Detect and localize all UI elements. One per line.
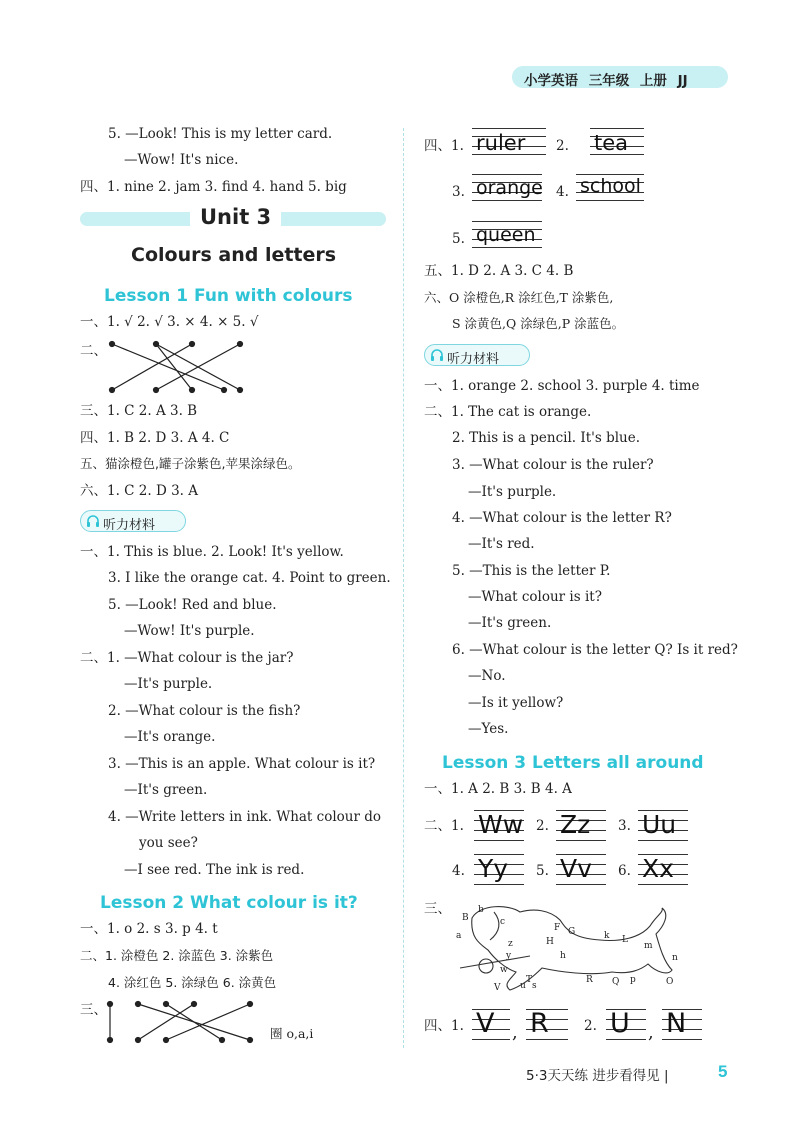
svg-text:h: h <box>560 951 566 961</box>
listening-label: 听力材料 <box>447 352 500 367</box>
svg-text:u: u <box>520 981 526 991</box>
item-number: 2. <box>584 1018 597 1034</box>
script-line: 2. This is a pencil. It's blue. <box>452 430 641 446</box>
listening-label: 听力材料 <box>103 518 156 533</box>
script-line: —Yes. <box>468 721 509 737</box>
answer-row: S 涂黄色,Q 涂绿色,P 涂蓝色。 <box>452 316 625 331</box>
handwritten-letters: Vv <box>560 854 592 883</box>
headphones-icon <box>86 515 100 527</box>
svg-text:p: p <box>630 975 636 985</box>
script-line: —It's purple. <box>468 484 557 500</box>
svg-text:c: c <box>500 917 506 927</box>
item-number: 6. <box>618 863 631 879</box>
listening-badge <box>424 344 530 366</box>
match-dot <box>110 388 115 393</box>
answer-row: 二、1. 涂橙色 2. 涂蓝色 3. 涂紫色 <box>80 948 274 963</box>
match-dot <box>108 1038 113 1043</box>
match-dot <box>154 342 159 347</box>
svg-text:V: V <box>494 983 501 993</box>
svg-text:F: F <box>554 923 561 933</box>
handwriting-box <box>472 126 546 156</box>
horse-mane <box>490 912 499 940</box>
handwriting-box <box>526 1007 568 1043</box>
item-number: 5. <box>536 863 549 879</box>
handwritten-letters: Uu <box>642 810 677 839</box>
handwritten-letters: Zz <box>560 810 591 839</box>
handwritten-letter: U <box>610 1008 630 1039</box>
item-number: 4. <box>452 863 465 879</box>
comma: , <box>648 1022 654 1043</box>
footer-slogan: 5·3天天练 进步看得见 | <box>526 1068 669 1084</box>
script-line: 二、1. The cat is orange. <box>424 404 592 420</box>
match-dot <box>108 1002 113 1007</box>
lesson-3-title: Lesson 3 Letters all around <box>442 753 704 773</box>
answer-row: 三、 <box>424 901 451 917</box>
svg-text:k: k <box>604 931 610 941</box>
script-line: 4. —What colour is the letter R? <box>452 510 672 526</box>
unit-title: Unit 3 <box>190 205 281 229</box>
handwriting-box <box>474 852 524 886</box>
answer-row: 六、1. C 2. D 3. A <box>80 483 198 499</box>
handwritten-word: orange <box>476 177 543 199</box>
match-line <box>156 344 192 390</box>
script-line: —It's green. <box>468 615 552 631</box>
comma: , <box>512 1022 518 1043</box>
handwriting-box <box>556 808 606 842</box>
handwritten-letter: V <box>476 1008 495 1039</box>
handwritten-letters: Yy <box>478 854 509 883</box>
listening-badge <box>80 510 186 532</box>
item-number: 2. <box>536 818 549 834</box>
match-line <box>112 344 192 390</box>
headphones-icon <box>430 349 444 361</box>
script-line: —It's red. <box>468 536 535 552</box>
match-dot <box>136 1002 141 1007</box>
matching-lines-diagram-2 <box>104 998 264 1046</box>
svg-text:T: T <box>526 975 533 985</box>
match-dot <box>110 342 115 347</box>
page-number: 5 <box>718 1062 728 1081</box>
item-number: 2. <box>556 138 569 154</box>
script-line: —What colour is it? <box>468 589 602 605</box>
handwritten-word: tea <box>594 131 629 155</box>
handwriting-box <box>556 852 606 886</box>
svg-text:B: B <box>462 913 469 923</box>
svg-text:L: L <box>622 935 628 945</box>
answer-row: 六、O 涂橙色,R 涂红色,T 涂紫色, <box>424 290 614 305</box>
script-line: —Wow! It's purple. <box>124 623 255 639</box>
answer-row: 四、1. <box>424 1018 464 1034</box>
answer-row: 二、 <box>80 343 107 359</box>
match-line <box>166 1004 222 1040</box>
handwritten-word: ruler <box>476 131 526 155</box>
answer-row: 二、1. <box>424 818 464 834</box>
svg-text:w: w <box>500 965 508 975</box>
handwritten-word: school <box>580 175 641 197</box>
horse-dot-to-dot-illustration <box>450 898 690 1000</box>
answer-row: 五、猫涂橙色,罐子涂紫色,苹果涂绿色。 <box>80 456 301 471</box>
ball-shape <box>479 959 493 973</box>
script-line: 2. —What colour is the fish? <box>108 703 301 719</box>
svg-text:y: y <box>506 951 512 961</box>
script-line: 5. —Look! Red and blue. <box>108 597 277 613</box>
handwriting-box <box>474 808 524 842</box>
script-line: you see? <box>139 835 198 851</box>
match-line <box>166 1004 250 1040</box>
handwritten-letter: N <box>666 1008 687 1039</box>
matching-lines-diagram <box>104 338 254 398</box>
match-dot <box>136 1038 141 1043</box>
script-line: —It's purple. <box>124 676 213 692</box>
handwriting-box <box>590 126 644 156</box>
handwritten-letters: Ww <box>478 810 524 839</box>
circle-note: 圈 o,a,i <box>270 1026 314 1041</box>
lesson-1-title: Lesson 1 Fun with colours <box>104 286 353 306</box>
svg-text:s: s <box>532 981 537 991</box>
script-line: 3. I like the orange cat. 4. Point to green. <box>108 570 391 586</box>
match-dot <box>238 388 243 393</box>
left-line: —Wow! It's nice. <box>124 152 239 168</box>
match-dot <box>248 1002 253 1007</box>
script-line: —I see red. The ink is red. <box>124 862 305 878</box>
script-line: —It's orange. <box>124 729 216 745</box>
svg-text:G: G <box>568 927 576 937</box>
script-line: 一、1. This is blue. 2. Look! It's yellow. <box>80 544 344 560</box>
answer-row: 一、1. A 2. B 3. B 4. A <box>424 781 572 797</box>
answer-row: 4. 涂红色 5. 涂绿色 6. 涂黄色 <box>108 975 277 990</box>
unit-subtitle: Colours and letters <box>131 244 337 266</box>
answer-row: 五、1. D 2. A 3. C 4. B <box>424 263 574 279</box>
item-number: 3. <box>452 184 465 200</box>
script-line: —Is it yellow? <box>468 695 564 711</box>
match-dot <box>192 1002 197 1007</box>
answer-row: 一、1. o 2. s 3. p 4. t <box>80 921 218 937</box>
svg-text:b: b <box>478 905 484 915</box>
match-dot <box>222 388 227 393</box>
match-dot <box>164 1038 169 1043</box>
handwriting-box <box>662 1007 702 1043</box>
svg-text:z: z <box>508 939 513 949</box>
item-number: 4. <box>556 184 569 200</box>
column-separator <box>403 128 404 1048</box>
handwritten-letter: R <box>530 1008 549 1039</box>
lesson-2-title: Lesson 2 What colour is it? <box>100 893 358 913</box>
handwriting-box <box>606 1007 646 1043</box>
match-line <box>138 1004 194 1040</box>
script-line: 3. —This is an apple. What colour is it? <box>108 756 376 772</box>
script-line: 一、1. orange 2. school 3. purple 4. time <box>424 378 700 394</box>
script-line: 4. —Write letters in ink. What colour do <box>108 809 381 825</box>
handwriting-box <box>576 172 644 206</box>
script-line: 6. —What colour is the letter Q? Is it red? <box>452 642 738 658</box>
handwritten-word: queen <box>476 224 536 246</box>
script-line: —No. <box>468 668 506 684</box>
match-dot <box>190 388 195 393</box>
svg-text:n: n <box>672 953 678 963</box>
handwriting-box <box>472 219 542 253</box>
handwriting-box <box>472 172 542 206</box>
answer-row: 四、1. <box>424 138 464 154</box>
answer-row: 四、1. B 2. D 3. A 4. C <box>80 430 230 446</box>
match-dot <box>190 342 195 347</box>
script-line: 5. —This is the letter P. <box>452 563 611 579</box>
svg-text:Q: Q <box>612 977 620 987</box>
item-number: 5. <box>452 231 465 247</box>
answer-row: 三、 <box>80 1002 107 1018</box>
svg-text:m: m <box>644 941 653 951</box>
script-line: 3. —What colour is the ruler? <box>452 457 654 473</box>
match-dot <box>154 388 159 393</box>
left-line: 5. —Look! This is my letter card. <box>108 126 333 142</box>
match-dot <box>164 1002 169 1007</box>
svg-text:O: O <box>666 977 674 987</box>
script-line: 二、1. —What colour is the jar? <box>80 650 294 666</box>
svg-text:R: R <box>586 975 593 985</box>
match-dot <box>248 1038 253 1043</box>
match-dot <box>238 342 243 347</box>
header-title: 小学英语 三年级 上册 JJ <box>524 73 688 89</box>
match-dot <box>220 1038 225 1043</box>
handwritten-letters: Xx <box>642 854 674 883</box>
answer-row: 一、1. √ 2. √ 3. × 4. × 5. √ <box>80 314 259 330</box>
svg-text:a: a <box>456 931 462 941</box>
handwriting-box <box>472 1007 510 1043</box>
handwriting-box <box>638 852 688 886</box>
item-number: 3. <box>618 818 631 834</box>
handwriting-box <box>638 808 688 842</box>
svg-text:H: H <box>546 937 554 947</box>
left-answer: 四、1. nine 2. jam 3. find 4. hand 5. big <box>80 179 347 195</box>
answer-row: 三、1. C 2. A 3. B <box>80 403 198 419</box>
script-line: —It's green. <box>124 782 208 798</box>
